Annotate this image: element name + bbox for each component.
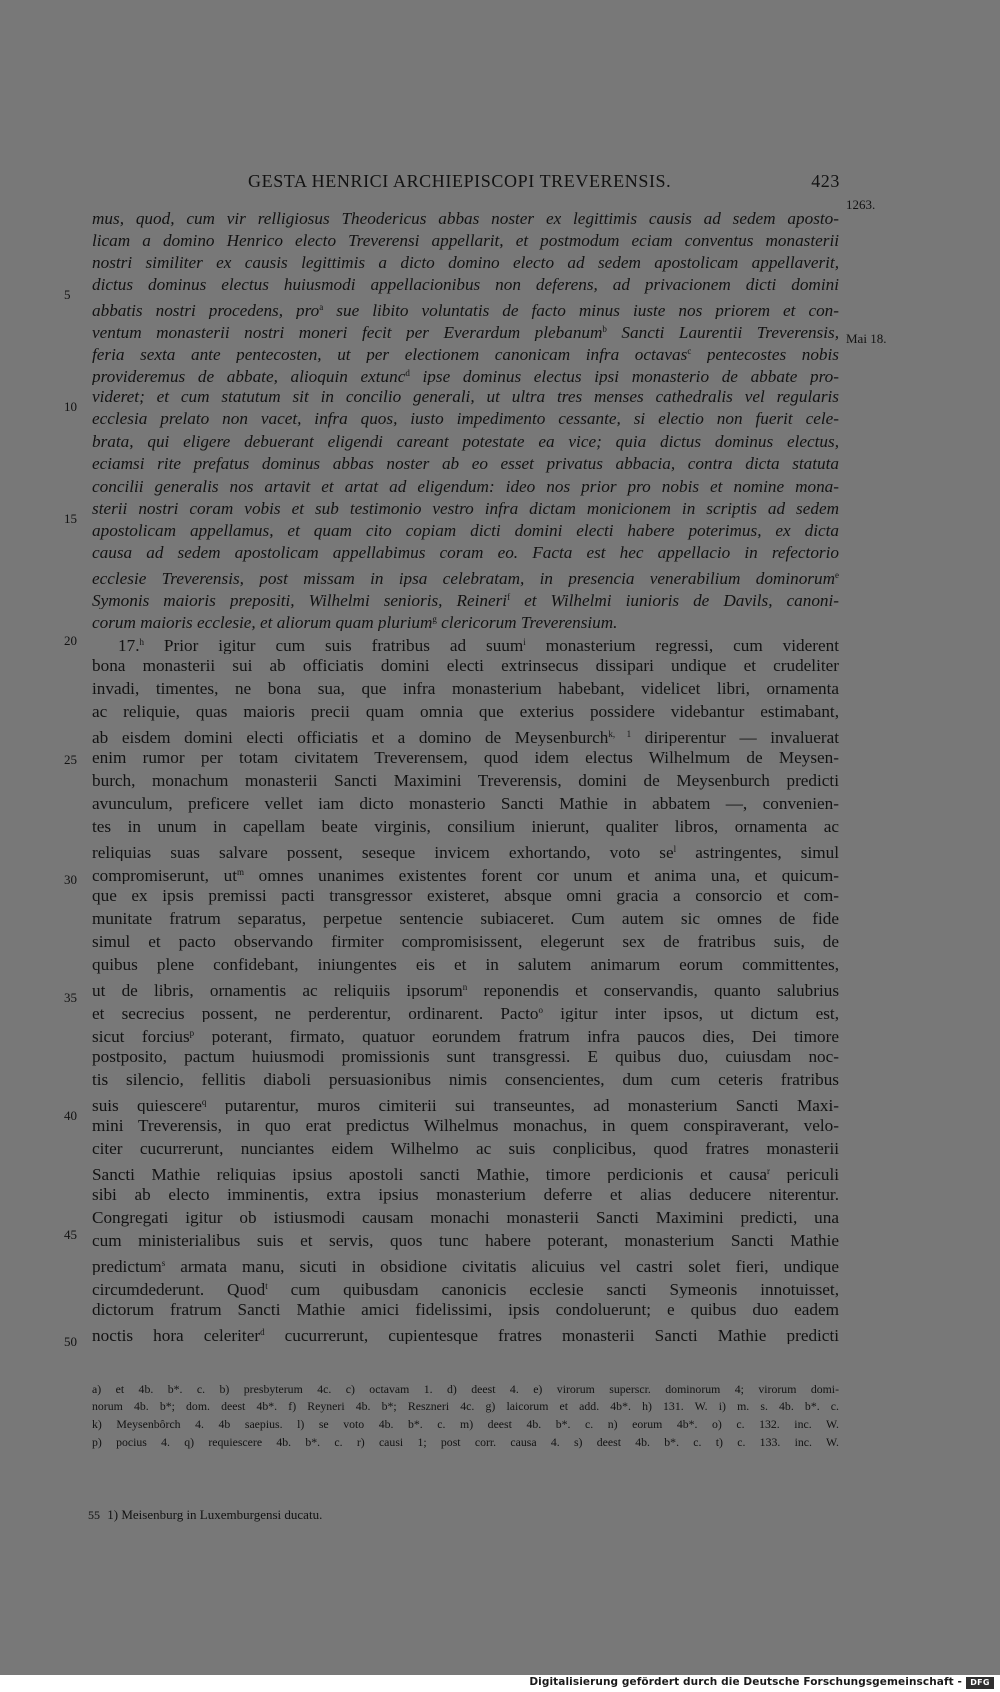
text-line (92, 1321, 839, 1344)
line-number: 35 (64, 990, 77, 1005)
text-segment: Sancti Laurentii Treverensis, (606, 323, 839, 341)
text-segment: ecclesie Treverensis, post missam in ipsa celebratam, in presencia venerabilium dominorum (92, 569, 835, 587)
text-line (92, 976, 839, 999)
footnote-mark: f (507, 592, 511, 602)
text-segment: reliquias suas salvare possent, seseque invicem exhortando, voto se (92, 843, 674, 861)
footnote-mark: o (538, 1005, 544, 1015)
line-number: 5 (64, 287, 71, 302)
text-line: invadi, timentes, ne bona sua, que infra monasterium habebant, videlicet libri, ornamenta (92, 679, 839, 698)
text-line (92, 1091, 839, 1114)
text-segment: predictum (92, 1257, 162, 1275)
text-segment: reponendis et conservandis, quanto salubrius (467, 981, 839, 999)
margin-date: Mai 18. (846, 331, 887, 346)
page-number: 423 (811, 171, 840, 191)
line-number: 15 (64, 511, 77, 526)
text-line: concilii generalis nos artavit et artat ad eligendum: ideo nos prior pro nobis et nomine mona- (92, 477, 839, 496)
footnote-line: norum 4b. b*; dom. deest 4b*. f) Reyneri 4b. b*; Reszneri 4c. g) laicorum et add. 4b*. h) 131. W. i) m. s. 4b. b*. c. (92, 1399, 839, 1413)
text-line (92, 1252, 839, 1275)
footnote-mark: i (523, 637, 526, 647)
text-line: dictus dominus electus huiusmodi appellacionibus non deferens, ad privacionem dicti domini (92, 275, 839, 294)
historical-note (88, 1506, 588, 1524)
text-line: sibi ab electo imminentis, extra ipsius monasterium deferre et alias deducere niterentur. (92, 1185, 839, 1204)
text-segment: et secrecius possent, ne perderentur, ordinarent. Pacto (92, 1004, 539, 1022)
text-line: postposito, pactum huiusmodi promissionis sunt transgressi. E quibus duo, cuiusdam noc- (92, 1047, 839, 1066)
funding-notice[interactable]: Digitalisierung gefördert durch die Deutsche Forschungsgemeinschaft - (529, 1676, 962, 1688)
text-line: ac reliquie, quas maioris precii quam omnia que exterius possidere videbantur estimabant, (92, 702, 839, 721)
running-title: GESTA HENRICI ARCHIEPISCOPI TREVERENSIS. (248, 171, 672, 191)
chapter-number: 17. (118, 636, 140, 654)
footnote-mark: s (161, 1258, 166, 1268)
text-line: causa ad sedem apostolicam appellabimus coram eo. Facta est hec appellacio in refectorio (92, 543, 839, 562)
footnote-line: a) et 4b. b*. c. b) presbyterum 4c. c) octavam 1. d) deest 4. e) virorum superscr. dominorum 4; virorum domi- (92, 1382, 839, 1396)
text-segment: sue libito voluntatis de facto minus iuste nos priorem et con- (323, 301, 839, 319)
line-number: 20 (64, 633, 77, 648)
text-segment: corum maioris ecclesie, et aliorum quam plurium (92, 613, 433, 631)
footnote-mark: m (236, 867, 244, 877)
text-line: videret; et cum statutum sit in concilio generali, ut ultra tres menses cathedralis vel regularis (92, 387, 839, 406)
text-segment: periculi (770, 1165, 839, 1183)
text-line: Congregati igitur ob istiusmodi causam monachi monasterii Sancti Maximini predicti, una (92, 1208, 839, 1227)
text-line (92, 340, 839, 363)
text-segment: clericorum Treverensium. (436, 613, 618, 631)
footnote-mark: e (835, 570, 839, 580)
text-segment: ab eisdem domini electi officiatis et a domino de Meysenburch (92, 728, 609, 746)
text-line: nostri similiter ex causis legittimis a dicto domino electo ad sedem apostolicam appellaverit, (92, 253, 839, 272)
text-line (92, 1022, 839, 1045)
text-line (92, 564, 839, 587)
text-line: tis silencio, fellitis diaboli persuasionibus nimis consencientes, dum cum ceteris fratribus (92, 1070, 839, 1089)
text-line: burch, monachum monasterii Sancti Maximini Treverensis, domini de Meysenburch predicti (92, 771, 839, 790)
text-line (92, 318, 839, 341)
text-line: licam a domino Henrico electo Treverensi appellarit, et postmodum eciam conventus monasterii (92, 231, 839, 250)
text-line: dictorum fratrum Sancti Mathie amici fidelissimi, ipsis condoluerunt; e quibus duo eadem (92, 1300, 839, 1319)
text-segment: feria sexta ante pentecosten, ut per electionem canonicam infra octavas (92, 345, 688, 363)
text-segment: sicut forcius (92, 1027, 190, 1045)
line-number: 40 (64, 1108, 77, 1123)
text-segment: ventum monasterii nostri moneri fecit per Everardum plebanum (92, 323, 603, 341)
text-segment: cucurrerunt, cupientesque fratres monasterii Sancti Mathie predicti (264, 1326, 839, 1344)
text-segment: abbatis nostri procedens, pro (92, 301, 320, 319)
line-number: 30 (64, 872, 77, 887)
line-number: 10 (64, 399, 77, 414)
footnote-mark: d (260, 1327, 265, 1337)
line-number: 45 (64, 1227, 77, 1242)
footnote-mark: r (767, 1166, 771, 1176)
text-segment: diriperentur — invaluerat (631, 728, 839, 746)
text-segment: putarentur, muros cimiterii sui transeuntes, ad monasterium Sancti Maxi- (206, 1096, 839, 1114)
footnote-mark: g (432, 614, 437, 624)
text-line: enim rumor per totam civitatem Treverensem, quod idem electus Wilhelmum de Meysen- (92, 748, 839, 767)
text-line (92, 1275, 839, 1298)
text-segment: noctis hora celeriter (92, 1326, 261, 1344)
text-segment: circumdederunt. Quod (92, 1280, 266, 1298)
text-line: ecclesia prelato non vacet, infra quos, iusto impedimento cessante, si electio non fuerit cele- (92, 409, 839, 428)
footnote-line: k) Meysenbôrch 4. 4b saepius. l) se voto 4b. b*. c. m) deest 4b. b*. c. n) eorum 4b*. o) c. 132. inc. W. (92, 1417, 839, 1431)
historical-note-text: 1) Meisenburg in Luxemburgensi ducatu. (107, 1507, 323, 1522)
digitization-footer (0, 1675, 1000, 1692)
footnote-mark: k, 1 (608, 729, 632, 739)
text-line: mus, quod, cum vir relligiosus Theodericus abbas noster ex legittimis causis ad sedem aposto- (92, 209, 839, 228)
text-line (92, 861, 839, 884)
text-line (92, 586, 839, 609)
text-line: sterii nostri coram vobis et sub testimonio vestro infra dictam monicionem in scriptis ad sedem (92, 499, 839, 518)
text-line (92, 999, 839, 1022)
footnote-mark: b (602, 324, 607, 334)
line-number: 50 (64, 1334, 77, 1349)
line-number: 25 (64, 752, 77, 767)
text-segment: ipse dominus electus ipsi monasterio de abbate pro- (409, 367, 839, 385)
text-line (92, 838, 839, 861)
text-line (92, 362, 839, 385)
text-line: cum ministerialibus suis et servis, quos tunc habere poterant, monasterium Sancti Mathie (92, 1231, 839, 1250)
text-segment: suis quiescere (92, 1096, 202, 1114)
text-line: mini Treverensis, in quo erat predictus Wilhelmus monachus, in quem conspiraverant, velo- (92, 1116, 839, 1135)
text-segment: ut de libris, ornamentis ac reliquiis ipsorum (92, 981, 463, 999)
text-segment: igitur inter ipsos, ut dictum est, (543, 1004, 839, 1022)
footnote-mark: a (319, 302, 324, 312)
dfg-logo-icon[interactable]: DFG (966, 1677, 994, 1689)
footnote-mark: n (462, 982, 468, 992)
text-segment: et Wilhelmi iunioris de Davils, canoni- (510, 591, 839, 609)
footnote-mark: p (189, 1028, 195, 1038)
text-line (118, 631, 839, 654)
text-segment: Prior igitur cum suis fratribus ad suum (143, 636, 524, 654)
text-line: bona monasterii sui ab officiatis domini electi extrinsecus dissipari undique et crudeliter (92, 656, 839, 675)
text-line (92, 723, 839, 746)
line-number: 55 (88, 1508, 100, 1522)
text-line: apostolicam appellamus, et quam cito copiam dicti domini electi habere poterimus, ex dicta (92, 521, 839, 540)
text-line: munitate fratrum separatus, perpetue sentencie subiaceret. Cum autem sic omnes de fide (92, 909, 839, 928)
text-line (92, 1160, 839, 1183)
text-segment: compromiserunt, ut (92, 866, 237, 884)
text-line: citer cucurrerunt, nunciantes eidem Wilhelmo ac suis conplicibus, quod fratres monasterii (92, 1139, 839, 1158)
text-line: avunculum, preficere vellet iam dicto monasterio Sancti Mathie in abbatem —, convenien- (92, 794, 839, 813)
footnote-mark: h (139, 637, 144, 647)
text-line: quibus plene confidebant, iniungentes eis et in salutem animarum eorum committentes, (92, 955, 839, 974)
footnote-mark: q (201, 1097, 207, 1107)
text-segment: astringentes, simul (676, 843, 839, 861)
text-line: tes in unum in capellam beate virginis, consilium inierunt, qualiter libros, ornamenta ac (92, 817, 839, 836)
text-segment: omnes unanimes existentes forent cor unum et anima una, et quicum- (243, 866, 839, 884)
footnote-mark: c (687, 346, 692, 356)
footnote-mark: t (265, 1281, 268, 1291)
text-segment: monasterium regressi, cum viderent (525, 636, 839, 654)
footnote-mark: d (405, 368, 410, 378)
text-segment: armata manu, sicuti in obsidione civitatis alicuius vel castri solet fieri, undique (165, 1257, 839, 1275)
text-segment: Symonis maioris prepositi, Wilhelmi senioris, Reineri (92, 591, 508, 609)
text-line: brata, qui eligere debuerant eligendi careant potestate ea vice; quia dictus dominus electus, (92, 432, 839, 451)
footnote-line: p) pocius 4. q) requiescere 4b. b*. c. r) causi 1; post corr. causa 4. s) deest 4b. b*. c. t) c. 133. inc. W. (92, 1435, 839, 1449)
text-line: que ex ipsis premissi pacti transgressor existeret, absque omni gracia a consorcio et com- (92, 886, 839, 905)
text-line: eciamsi rite prefatus dominus abbas noster ab eo esset privatus abbacia, contra dicta statuta (92, 454, 839, 473)
text-segment: pentecostes nobis (691, 345, 839, 363)
text-segment: poterant, firmato, quatuor eorundem fratrum infra paucos dies, Dei timore (194, 1027, 839, 1045)
text-line (92, 296, 839, 319)
margin-year: 1263. (846, 197, 876, 212)
text-line (92, 608, 732, 631)
text-segment: provideremus de abbate, alioquin extunc (92, 367, 406, 385)
text-segment: cum quibusdam canonicis ecclesie sancti Symeonis innotuisset, (267, 1280, 839, 1298)
text-line: simul et pacto observando firmiter compromisissent, elegerunt sex de fratribus suis, de (92, 932, 839, 951)
text-segment: Sancti Mathie reliquias ipsius apostoli sancti Mathie, timore perdicionis et causa (92, 1165, 768, 1183)
footnote-mark: l (673, 844, 677, 854)
